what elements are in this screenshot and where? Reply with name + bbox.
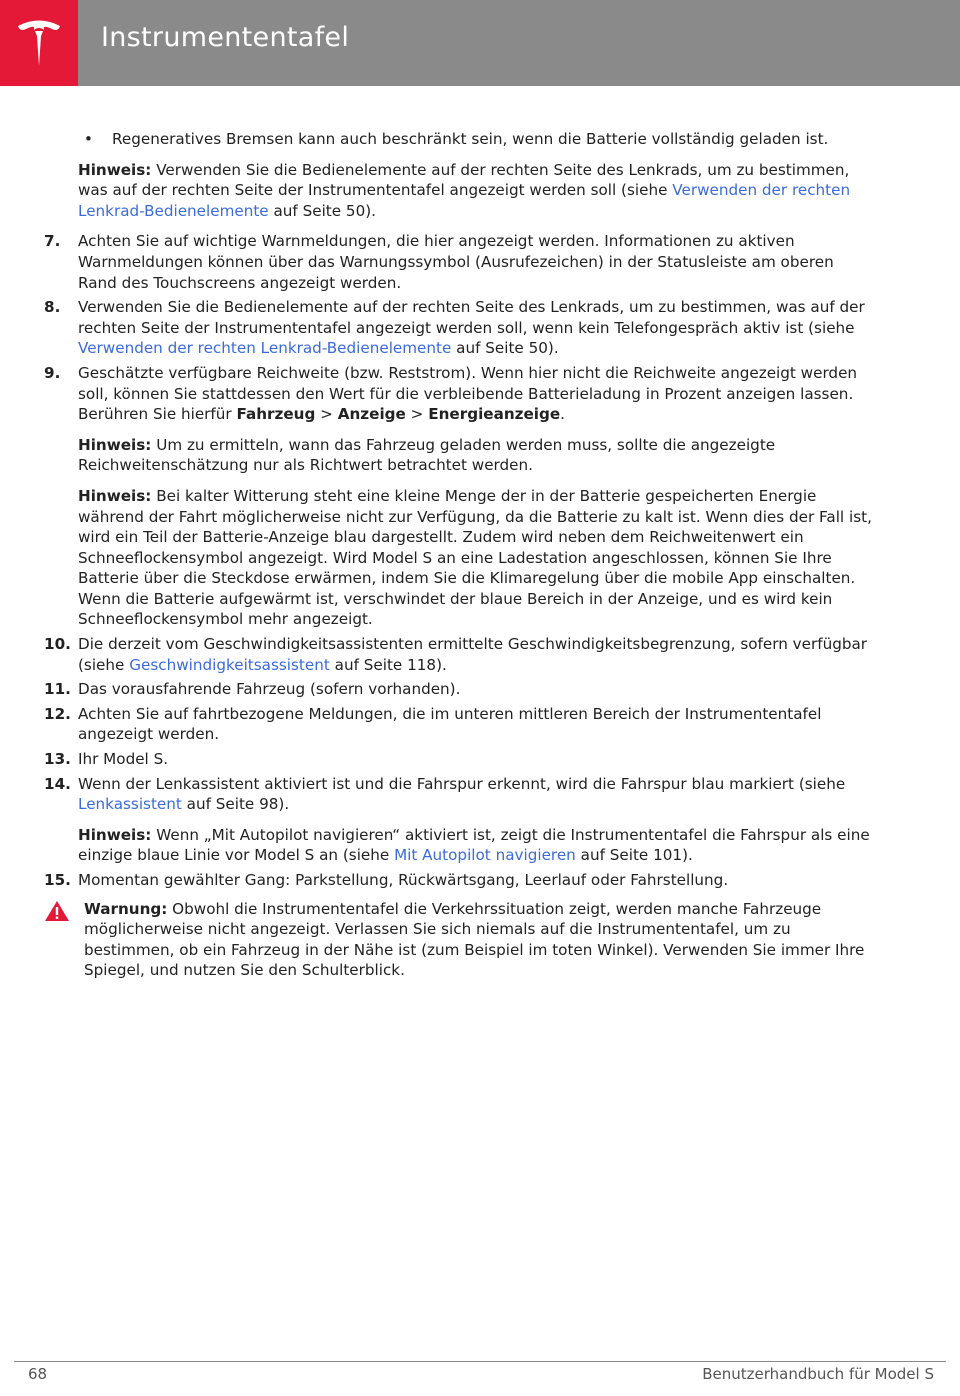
item-number: 8.: [44, 298, 61, 317]
list-item-15: [44, 870, 874, 891]
note-4: [78, 825, 874, 866]
item-text: Geschätzte verfügbare Reichweite (bzw. Reststrom). Wenn hier nicht die Reichweite angezeigt werden soll, können Sie stattdessen den Wert für die verbleibende Batterieladung in Prozent anzeigen lassen. Berühren Sie hierfür: [78, 363, 858, 424]
menu-path-energieanzeige: Energieanzeige: [428, 405, 561, 424]
link-geschwindigkeitsassistent[interactable]: Geschwindigkeitsassistent: [129, 655, 330, 674]
list-item-12: [44, 704, 874, 745]
logo-box: [0, 0, 78, 86]
footer-divider: [14, 1361, 946, 1362]
warning-triangle-icon: [44, 900, 70, 922]
item-text: Wenn der Lenkassistent aktiviert ist und die Fahrspur erkennt, wird die Fahrspur blau markiert (siehe: [78, 774, 846, 793]
list-item-13: [44, 749, 874, 770]
item-number: 14.: [44, 774, 71, 793]
menu-path-anzeige: Anzeige: [337, 405, 406, 424]
item-text: Achten Sie auf wichtige Warnmeldungen, die hier angezeigt werden. Informationen zu aktiven Warnmeldungen können über das Warnungssymbol (Ausrufezeichen) in der Statusleiste am oberen Rand des Touchscreens angezeigt werden.: [78, 232, 834, 292]
note-label: Hinweis:: [78, 435, 152, 454]
bullet-dot: •: [84, 130, 93, 148]
link-mit-autopilot-navigieren[interactable]: Mit Autopilot navigieren: [394, 846, 576, 865]
item-text: Verwenden Sie die Bedienelemente auf der rechten Seite des Lenkrads, um zu bestimmen, was auf der rechten Seite der Instrumententafel angezeigt werden soll, wenn kein Telefongespräch aktiv ist (siehe: [78, 298, 865, 337]
note-text: Verwenden Sie die Bedienelemente auf der rechten Seite des Lenkrads, um zu bestimmen, was auf der rechten Seite der Instrumententafel angezeigt werden soll (siehe: [78, 160, 850, 200]
page-header: [0, 0, 960, 86]
item-text: Achten Sie auf fahrtbezogene Meldungen, die im unteren mittleren Bereich der Instrumententafel angezeigt werden.: [78, 704, 822, 744]
note-label: Hinweis:: [78, 160, 152, 179]
link-lenkassistent[interactable]: Lenkassistent: [78, 795, 182, 814]
item-number: 15.: [44, 871, 71, 889]
item-text: auf Seite 50).: [451, 339, 559, 358]
list-item-11: [44, 679, 874, 700]
list-item-10: [44, 634, 874, 675]
item-number: 12.: [44, 704, 71, 723]
note-2: [78, 435, 874, 476]
list-item-7: [44, 231, 874, 293]
bullet-text: Regeneratives Bremsen kann auch beschränkt sein, wenn die Batterie vollständig geladen ist.: [112, 130, 829, 148]
item-number: 10.: [44, 635, 71, 654]
item-number: 11.: [44, 680, 71, 699]
item-text: .: [560, 405, 565, 424]
note-label: Hinweis:: [78, 825, 152, 844]
item-text: Die derzeit vom Geschwindigkeitsassistenten ermittelte Geschwindigkeitsbegrenzung, sofern verfügbar (siehe: [78, 635, 868, 674]
page-content: [44, 129, 874, 981]
page-title: Instrumententafel: [101, 22, 350, 53]
item-text: auf Seite 98).: [181, 795, 290, 814]
link-lenkrad-bedienelemente[interactable]: Verwenden der rechten Lenkrad-Bedienelemente: [78, 181, 851, 220]
warning-text: Obwohl die Instrumententafel die Verkehrssituation zeigt, werden manche Fahrzeuge möglicherweise nicht angezeigt. Verlassen Sie sich niemals auf die Instrumententafel, um zu bestimmen, ob ein Fahrzeug in der Nähe ist (zum Beispiel im toten Winkel). Verwenden Sie immer Ihre Spiegel, und nutzen Sie den Schulterblick.: [84, 899, 865, 980]
page-number: 68: [28, 1365, 48, 1383]
menu-path-separator: >: [405, 405, 429, 424]
item-text: Momentan gewählter Gang: Parkstellung, Rückwärtsgang, Leerlauf oder Fahrstellung.: [78, 871, 729, 889]
list-item-8: [44, 297, 874, 359]
note-text: auf Seite 101).: [575, 846, 693, 865]
item-number: 7.: [44, 232, 61, 251]
note-3: [78, 486, 874, 630]
note-text: Um zu ermitteln, wann das Fahrzeug geladen werden muss, sollte die angezeigte Reichweitenschätzung nur als Richtwert betrachtet werden.: [78, 435, 776, 475]
note-text: Bei kalter Witterung steht eine kleine Menge der in der Batterie gespeicherten Energie während der Fahrt möglicherweise nicht zur Verfügung, da die Batterie zu kalt ist. Wenn dies der Fall ist, wird ein Teil der Batterie-Anzeige blau dargestellt. Zudem wird neben dem Reichweitenwert ein Schneeflockensymbol angezeigt. Wird Model S an eine Ladestation angeschlossen, können Sie Ihre Batterie über die Steckdose erwärmen, indem Sie die Klimaregelung über die mobile App einschalten. Wenn die Batterie aufgewärmt ist, verschwindet der blaue Bereich in der Anzeige, und es wird kein Schneeflockensymbol mehr angezeigt.: [78, 486, 872, 629]
warning-label: Warnung:: [84, 899, 168, 918]
list-item-bullet: [44, 129, 874, 150]
list-item-14: [44, 774, 874, 815]
tesla-logo-icon: [14, 16, 64, 70]
note-text: auf Seite 50).: [268, 201, 376, 220]
warning-box: [44, 899, 874, 981]
note-label: Hinweis:: [78, 486, 152, 505]
note-1: [78, 160, 874, 222]
menu-path-fahrzeug: Fahrzeug: [236, 405, 316, 424]
list-item-9: [44, 363, 874, 425]
item-text: auf Seite 118).: [329, 655, 447, 674]
item-text: Das vorausfahrende Fahrzeug (sofern vorhanden).: [78, 680, 461, 699]
menu-path-separator: >: [315, 405, 338, 424]
item-text: Ihr Model S.: [78, 750, 169, 769]
note-text: Wenn „Mit Autopilot navigieren“ aktiviert ist, zeigt die Instrumententafel die Fahrspur als eine einzige blaue Linie vor Model S an (siehe: [78, 825, 870, 865]
item-number: 9.: [44, 363, 61, 382]
link-lenkrad-bedienelemente[interactable]: Verwenden der rechten Lenkrad-Bedienelemente: [78, 339, 452, 358]
footer-title: Benutzerhandbuch für Model S: [702, 1365, 934, 1383]
item-number: 13.: [44, 750, 71, 769]
